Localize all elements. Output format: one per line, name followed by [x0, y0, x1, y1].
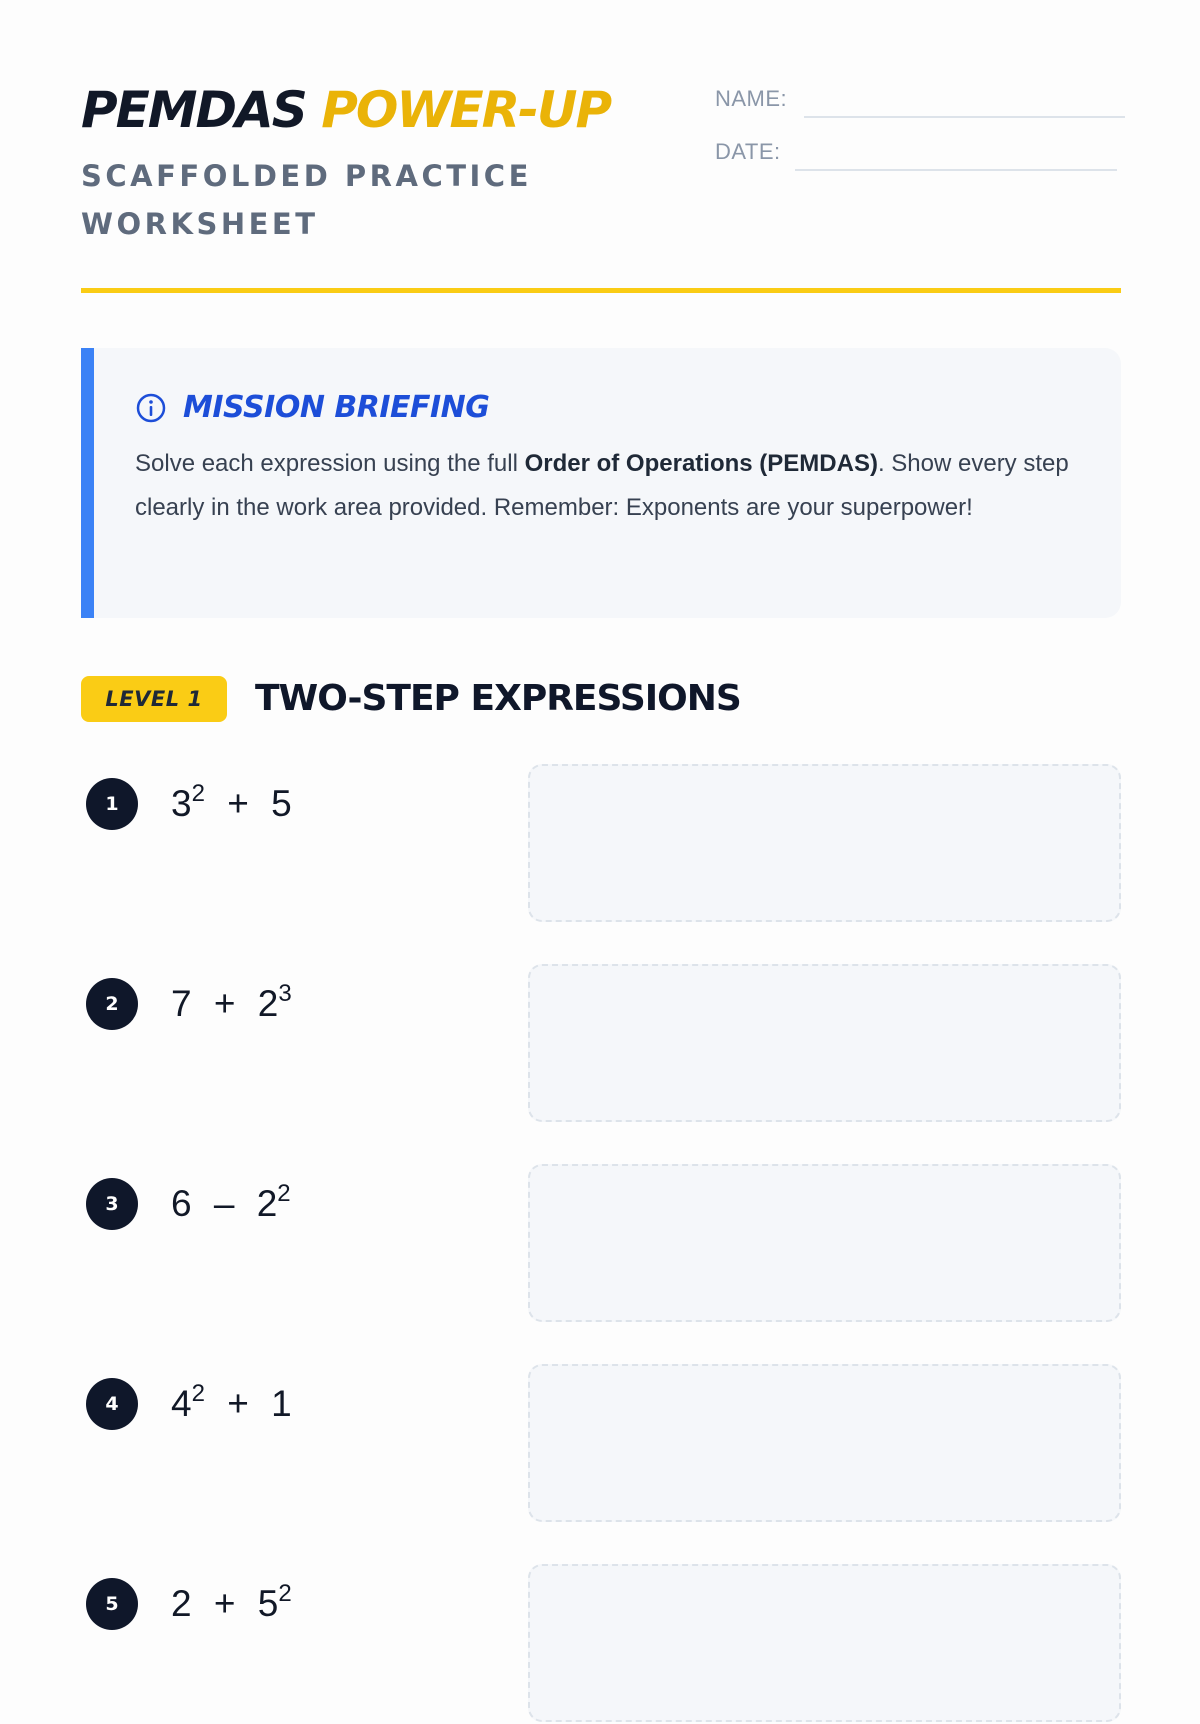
operator: + [227, 1383, 249, 1424]
briefing-title: MISSION BRIEFING [183, 390, 490, 425]
operand-a-exponent: 2 [191, 780, 205, 807]
work-area[interactable] [528, 1564, 1121, 1722]
info-icon [135, 392, 167, 424]
problem-item [81, 1564, 1121, 1724]
problem-expression [171, 1380, 292, 1428]
problem-expression [171, 1180, 291, 1228]
operand-b: 5 [257, 1583, 279, 1624]
work-area[interactable] [528, 964, 1121, 1122]
operand-a: 2 [171, 1583, 192, 1624]
operand-b: 2 [257, 983, 279, 1024]
worksheet-page [81, 0, 1121, 1624]
operand-a: 4 [171, 1383, 192, 1424]
operand-a: 6 [171, 1183, 192, 1224]
briefing-text [135, 442, 1075, 530]
briefing-text-bold: Order of Operations (PEMDAS) [524, 450, 878, 477]
operand-a: 3 [171, 783, 192, 824]
briefing-text-start: Solve each expression using the full [135, 450, 525, 477]
briefing-text-end: . Show every step clearly in the work area provided. Remember: Exponents are your superpower! [135, 450, 1069, 521]
operand-b: 1 [271, 1383, 292, 1424]
operand-b-exponent: 3 [278, 980, 292, 1007]
problem-number-badge: 1 [86, 778, 138, 830]
level-badge: LEVEL 1 [81, 676, 227, 722]
problem-item [81, 1164, 1121, 1324]
date-field[interactable] [795, 169, 1117, 171]
problem-item [81, 1364, 1121, 1524]
work-area[interactable] [528, 1164, 1121, 1322]
problem-item [81, 764, 1121, 924]
operand-b: 2 [256, 1183, 278, 1224]
operator: + [213, 983, 236, 1024]
problem-expression [171, 1580, 292, 1628]
problem-item [81, 964, 1121, 1124]
worksheet-title [81, 78, 610, 142]
operand-b: 5 [271, 783, 292, 824]
work-area[interactable] [528, 1364, 1121, 1522]
header-divider [81, 288, 1121, 293]
problem-number-badge: 3 [86, 1178, 138, 1230]
operand-b-exponent: 2 [278, 1580, 292, 1607]
operator: + [227, 783, 249, 824]
problem-number-badge: 2 [86, 978, 138, 1030]
mission-briefing-box [81, 348, 1121, 618]
problem-number-badge: 5 [86, 1578, 138, 1630]
problem-expression [171, 980, 292, 1028]
title-part-power-up: POWER-UP [321, 81, 611, 139]
problem-number-badge: 4 [86, 1378, 138, 1430]
operand-b-exponent: 2 [277, 1180, 291, 1207]
briefing-header [135, 390, 489, 425]
name-field[interactable] [804, 116, 1125, 118]
name-label: NAME: [715, 86, 788, 111]
date-label: DATE: [715, 139, 781, 164]
level-title: TWO-STEP EXPRESSIONS [255, 678, 741, 719]
title-part-pemdas: PEMDAS [81, 81, 306, 139]
operator: + [213, 1583, 236, 1624]
operand-a: 7 [171, 983, 192, 1024]
operand-a-exponent: 2 [191, 1380, 205, 1407]
worksheet-subtitle: SCAFFOLDED PRACTICE WORKSHEET [81, 159, 532, 241]
operator: – [213, 1183, 235, 1224]
work-area[interactable] [528, 764, 1121, 922]
problem-expression [171, 780, 292, 828]
